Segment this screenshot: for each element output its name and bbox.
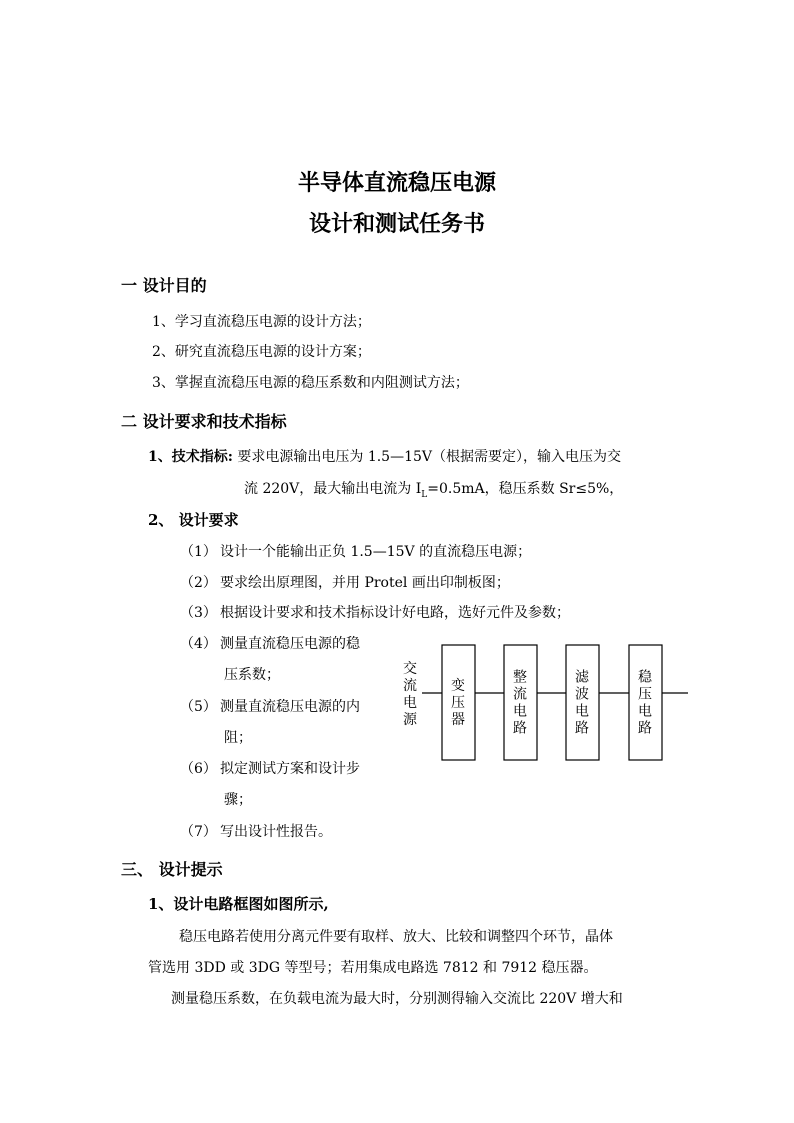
list-item: [180, 821, 332, 841]
list-item: [180, 758, 360, 778]
paragraph-line: 测量稳压系数，在负载电流为最大时，分别测得输入交流比 220V 增大和: [171, 991, 623, 1007]
list-item: [180, 602, 570, 622]
subscript-L: L: [421, 489, 428, 500]
input-label: 交流电源: [403, 661, 417, 728]
tech-spec-line2: [244, 478, 623, 500]
section-1-heading: 一 设计目的: [121, 276, 207, 295]
list-item-continuation: 压系数；: [224, 667, 280, 683]
item-text: 根据设计要求和技术指标设计好电路，选好元件及参数；: [220, 605, 570, 621]
item-text: 写出设计性报告。: [220, 824, 332, 840]
item-number: （5）: [180, 699, 217, 715]
tech-spec-line1: [148, 446, 621, 466]
document-subtitle: 设计和测试任务书: [308, 211, 485, 237]
paragraph-line: 稳压电路若使用分离元件要有取样、放大、比较和调整四个环节，晶体: [179, 929, 613, 945]
list-item: [180, 633, 360, 653]
block-label-rectifier: 整流电路: [513, 669, 527, 737]
list-item-continuation: 骤；: [224, 792, 252, 808]
list-item: 2、研究直流稳压电源的设计方案；: [152, 344, 371, 360]
tech-spec-text: 要求电源输出电压为 1.5—15V（根据需要定），输入电压为交: [237, 449, 622, 465]
block-label-filter: 滤波电路: [575, 669, 589, 737]
block-label-transformer: 变压器: [451, 678, 465, 728]
block-label-regulator: 稳压电路: [638, 669, 652, 737]
item-number: （2）: [180, 575, 217, 591]
section-3-subheading: 1、设计电路框图如图所示,: [148, 895, 329, 913]
section-2-heading: 二 设计要求和技术指标: [121, 412, 287, 431]
item-text: 拟定测试方案和设计步: [220, 761, 360, 777]
list-item: [180, 696, 360, 716]
item-number: （7）: [180, 824, 217, 840]
tech-spec-text-b: =0.5mA，稳压系数 Sr≤5%，: [427, 481, 624, 497]
item-number: （1）: [180, 544, 217, 560]
item-text: 要求绘出原理图，并用 Protel 画出印制板图；: [220, 575, 510, 591]
item-text: 测量直流稳压电源的内: [220, 699, 360, 715]
list-item: 3、掌握直流稳压电源的稳压系数和内阻测试方法；: [152, 375, 469, 391]
list-item-continuation: 阻；: [224, 730, 252, 746]
section-3-heading: 三、 设计提示: [121, 860, 223, 879]
block-diagram: [396, 640, 696, 770]
design-requirements-heading: 2、 设计要求: [148, 511, 239, 529]
block-regulator: [629, 645, 662, 760]
item-number: （3）: [180, 605, 217, 621]
block-filter: [566, 645, 599, 760]
tech-spec-text-a: 流 220V，最大输出电流为 I: [244, 481, 422, 497]
list-item: [180, 572, 510, 592]
document-title: 半导体直流稳压电源: [297, 170, 496, 196]
tech-spec-label: 1、技术指标:: [148, 449, 233, 465]
list-item: 1、学习直流稳压电源的设计方法；: [152, 314, 371, 330]
item-text: 设计一个能输出正负 1.5—15V 的直流稳压电源；: [220, 544, 532, 560]
list-item: [180, 541, 531, 561]
item-number: （4）: [180, 636, 217, 652]
item-number: （6）: [180, 761, 217, 777]
block-rectifier: [504, 645, 537, 760]
item-text: 测量直流稳压电源的稳: [220, 636, 360, 652]
paragraph-line: 管选用 3DD 或 3DG 等型号；若用集成电路选 7812 和 7912 稳压器。: [148, 960, 598, 976]
